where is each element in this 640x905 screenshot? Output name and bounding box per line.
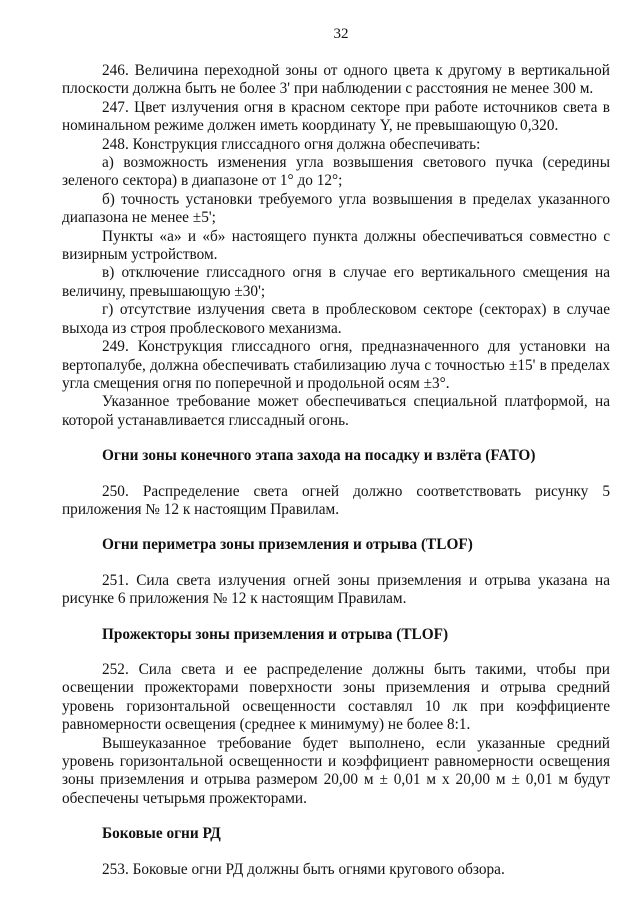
page-number: 32 xyxy=(333,26,349,42)
paragraph-252-note: Вышеуказанное требование будет выполнено, если указанные средний уровень горизонтальной освещенности и коэффициент равномерности освещения зоны приземления и отрыва размером 20,00 м ± 0,01 м х 20,00 м ± 0,01 м будут обеспечены четырьмя прожекторами. xyxy=(62,734,610,807)
paragraph-246: 246. Величина переходной зоны от одного цвета к другому в вертикальной плоскости должна быть не более 3' при наблюдении с расстояния не менее 300 м. xyxy=(62,62,610,98)
paragraph-249: 249. Конструкция глиссадного огня, предназначенного для установки на вертопалубе, должна обеспечивать стабилизацию луча с точностью ±15' в пределах угла смещения огня по поперечной и продольной осям ±3°. xyxy=(62,338,610,392)
paragraph-248-g: г) отсутствие излучения света в проблесковом секторе (секторах) в случае выхода из строя проблескового механизма. xyxy=(62,301,610,337)
paragraph-248-note: Пункты «а» и «б» настоящего пункта должны обеспечиваться совместно с визирным устройством. xyxy=(62,227,610,264)
paragraph-253: 253. Боковые огни РД должны быть огнями кругового обзора. xyxy=(102,860,505,878)
heading-taxiway-edge: Боковые огни РД xyxy=(102,825,221,843)
paragraph-248-a: а) возможность изменения угла возвышения светового пучка (середины зеленого сектора) в диапазоне от 1° до 12°; xyxy=(62,154,610,190)
paragraph-247: 247. Цвет излучения огня в красном секторе при работе источников света в номинальном режиме должен иметь координату Y, не превышающую 0,320. xyxy=(62,98,610,135)
heading-tlof-floodlights: Прожекторы зоны приземления и отрыва (TLOF) xyxy=(102,625,449,643)
paragraph-249-note: Указанное требование может обеспечиваться специальной платформой, на которой устанавливается глиссадный огонь. xyxy=(62,393,610,429)
paragraph-251: 251. Сила света излучения огней зоны приземления и отрыва указана на рисунке 6 приложения № 12 к настоящим Правилам. xyxy=(62,571,610,608)
paragraph-248-b: б) точность установки требуемого угла возвышения в пределах указанного диапазона не менее ±5'; xyxy=(62,190,610,227)
paragraph-248: 248. Конструкция глиссадного огня должна обеспечивать: xyxy=(102,135,481,153)
paragraph-250: 250. Распределение света огней должно соответствовать рисунку 5 приложения № 12 к настоящим Правилам. xyxy=(62,482,610,518)
heading-fato: Огни зоны конечного этапа захода на посадку и взлёта (FATO) xyxy=(102,447,536,465)
paragraph-248-v: в) отключение глиссадного огня в случае его вертикального смещения на величину, превышающую ±30'; xyxy=(62,264,610,300)
heading-tlof-perimeter: Огни периметра зоны приземления и отрыва (TLOF) xyxy=(102,536,473,554)
paragraph-252: 252. Сила света и ее распределение должны быть такими, чтобы при освещении прожекторами поверхности зоны приземления и отрыва средний уровень горизонтальной освещенности составлял 10 лк при коэффициенте равномерности освещения (среднее к минимуму) не более 8:1. xyxy=(62,660,610,734)
